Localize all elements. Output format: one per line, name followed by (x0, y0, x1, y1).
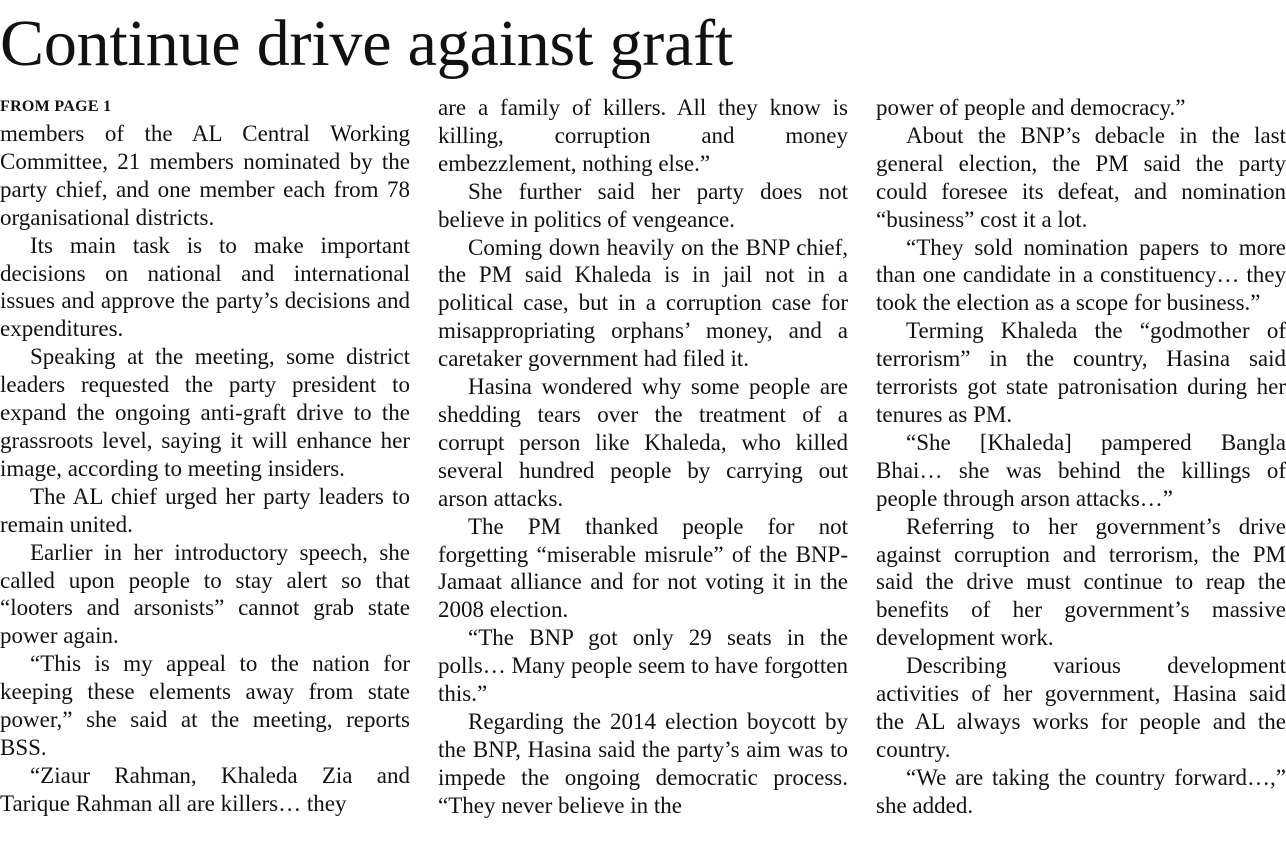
paragraph: Describing various development activities of her government, Hasina said the AL always works for people and the country. (876, 653, 1286, 762)
paragraph: The PM thanked people for not forgetting “miserable misrule” of the BNP-Jamaat alliance and for not voting it in the 2008 election. (438, 513, 848, 623)
paragraph: Coming down heavily on the BNP chief, the PM said Khaleda is in jail not in a political case, but in a corruption case for misappropriating orphans’ money, and a caretaker government had filed it. (438, 234, 848, 372)
paragraph: Regarding the 2014 election boycott by the BNP, Hasina said the party’s aim was to impede the ongoing democratic process. “They never believe in the (438, 708, 848, 818)
paragraph: members of the AL Central Working Committee, 21 members nominated by the party chief, and one member each from 78 organisational districts. (0, 121, 410, 230)
article-column-2 (438, 94, 848, 820)
paragraph: power of people and democracy.” (876, 95, 1186, 120)
paragraph: Its main task is to make important decisions on national and international issues and approve the party’s decisions and expenditures. (0, 232, 410, 342)
paragraph: About the BNP’s debacle in the last general election, the PM said the party could foresee its defeat, and nomination “business” cost it a lot. (876, 122, 1286, 232)
article-column-1 (0, 94, 410, 818)
headline: Continue drive against graft (0, 7, 734, 80)
paragraph: “We are taking the country forward…,” she added. (876, 764, 1286, 818)
paragraph: “They sold nomination papers to more than one candidate in a constituency… they took the election as a scope for business.” (876, 234, 1286, 316)
paragraph: Referring to her government’s drive against corruption and terrorism, the PM said the drive must continue to reap the benefits of her government’s massive development work. (876, 513, 1286, 651)
paragraph: The AL chief urged her party leaders to remain united. (0, 483, 410, 537)
paragraph: Terming Khaleda the “godmother of terrorism” in the country, Hasina said terrorists got state patronisation during her tenures as PM. (876, 318, 1286, 427)
paragraph: She further said her party does not believe in politics of vengeance. (438, 178, 848, 232)
paragraph: “The BNP got only 29 seats in the polls… Many people seem to have forgotten this.” (438, 625, 848, 707)
paragraph: “This is my appeal to the nation for keeping these elements away from state power,” she said at the meeting, reports BSS. (0, 651, 410, 760)
paragraph: Hasina wondered why some people are shedding tears over the treatment of a corrupt person like Khaleda, who killed several hundred people by carrying out arson attacks. (438, 374, 848, 511)
paragraph: are a family of killers. All they know is killing, corruption and money embezzlement, nothing else.” (438, 95, 848, 176)
paragraph: “Ziaur Rahman, Khaleda Zia and Tarique Rahman all are killers… they (0, 762, 410, 816)
article-column-3 (876, 94, 1286, 820)
paragraph: “She [Khaleda] pampered Bangla Bhai… she was behind the killings of people through arson attacks…” (876, 429, 1286, 511)
paragraph: Speaking at the meeting, some district leaders requested the party president to expand the ongoing anti-graft drive to the grassroots level, saying it will enhance her image, according to meeting insiders. (0, 344, 410, 481)
paragraph: Earlier in her introductory speech, she called upon people to stay alert so that “looters and arsonists” cannot grab state power again. (0, 539, 410, 649)
jump-line: FROM PAGE 1 (0, 98, 112, 115)
